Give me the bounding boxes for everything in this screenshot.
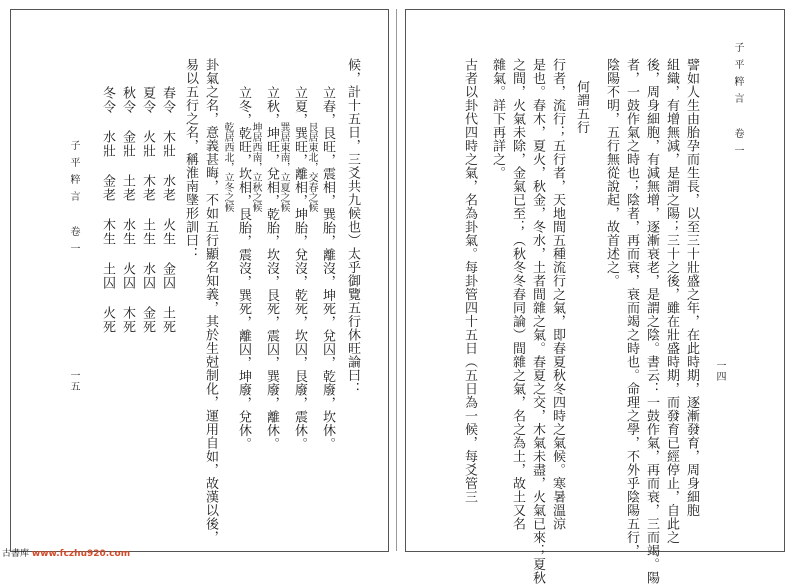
left-column-1: 候，計十五日，三爻共九候也）太乎御覽五行休旺論曰： (345, 58, 360, 396)
right-column-5: 陰陽不明，五行無從說起，故首述之。 (604, 58, 619, 288)
right-column-11: 古者以卦代四時之氣，名為卦氣。每卦管四十五日（五日為一候，每爻管三 (462, 58, 477, 504)
left-column-7: 易以五行之名，稱淮南墬形訓曰： (183, 58, 198, 261)
left-note-1: 艮居東北，交春之候 (306, 122, 317, 212)
left-note-4: 乾居西北，立冬之候 (222, 122, 233, 212)
site-watermark (2, 546, 130, 559)
right-running-head: 子平粹言 卷一 (732, 42, 743, 162)
left-column-6: 卦氣之名，意義甚晦，不如五行顯名知義，其於生尅制化，運用自如，故漢以後， (203, 58, 218, 544)
right-column-2: 組織，有增無減，是謂之陽；三十之後，雖在壯盛時期，而發育已經停止，自此之 (664, 58, 679, 544)
right-column-1: 譬如人生由胎孕而生長，以至三十壯盛之年，在此時期，逐漸發育，周身細胞 (684, 58, 699, 517)
left-column-3: 立夏，巽旺，離相，坤胎，兌沒，乾死，坎囚，艮廢，震休。 (292, 86, 307, 451)
season-row-winter: 冬令 水壯 金老 木生 土囚 火死 (100, 86, 115, 334)
right-column-3: 後，周身細胞，有減無增，逐漸衰老，是謂之陰。書云：一鼓作氣，再而衰，三而竭。陽 (644, 58, 659, 585)
right-column-10: 雜氣。詳下再詳之。 (490, 58, 505, 180)
right-column-7: 行者，流行；五行者，天地間五種流行之氣，即春夏秋冬四時之氣候。寒暑溫涼 (550, 58, 565, 531)
left-column-2: 立春，艮旺，震相，巽胎，離沒，坤死，兌囚，乾廢，坎休。 (320, 86, 335, 451)
gutter-divider (396, 9, 397, 551)
right-section-heading: 何謂五行 (574, 80, 589, 134)
right-column-8: 是也。春木，夏火，秋金，冬水，土者間雜之氣。春夏之交，木氣未盡，火氣已來；夏秋 (530, 58, 545, 585)
left-column-4: 立秋，坤旺，兌相，乾胎，坎沒，艮死，震囚，巽廢，離休。 (264, 86, 279, 451)
left-note-2: 巽居東南，立夏之候 (278, 122, 289, 212)
left-running-head: 子平粹言 卷一 (68, 140, 79, 260)
left-column-5: 立冬，乾旺，坎相，艮胎，震沒，巽死，離囚，坤廢，兌休。 (236, 86, 251, 451)
right-column-4: 者，一鼓作氣之時也；陰者，再而衰，衰而竭之時也。命理之學，不外乎陰陽五行， (624, 58, 639, 558)
watermark-url: www.fczhu920.com (31, 549, 131, 559)
season-row-summer: 夏令 火壯 木老 土生 水囚 金死 (140, 86, 155, 334)
right-page-number: 一四 (714, 360, 725, 382)
watermark-brand: 古書库 (2, 549, 30, 559)
left-page-number: 一五 (68, 370, 79, 392)
left-note-3: 坤居西南，立秋之候 (250, 122, 261, 212)
right-column-9: 之間，火氣未除，金氣已至；（秋冬冬春同論）間雜之氣，名之為土，故土又名 (510, 58, 525, 531)
season-row-spring: 春令 木壯 水老 火生 金囚 土死 (160, 86, 175, 334)
season-row-autumn: 秋令 金壯 土老 水生 火囚 木死 (120, 86, 135, 334)
